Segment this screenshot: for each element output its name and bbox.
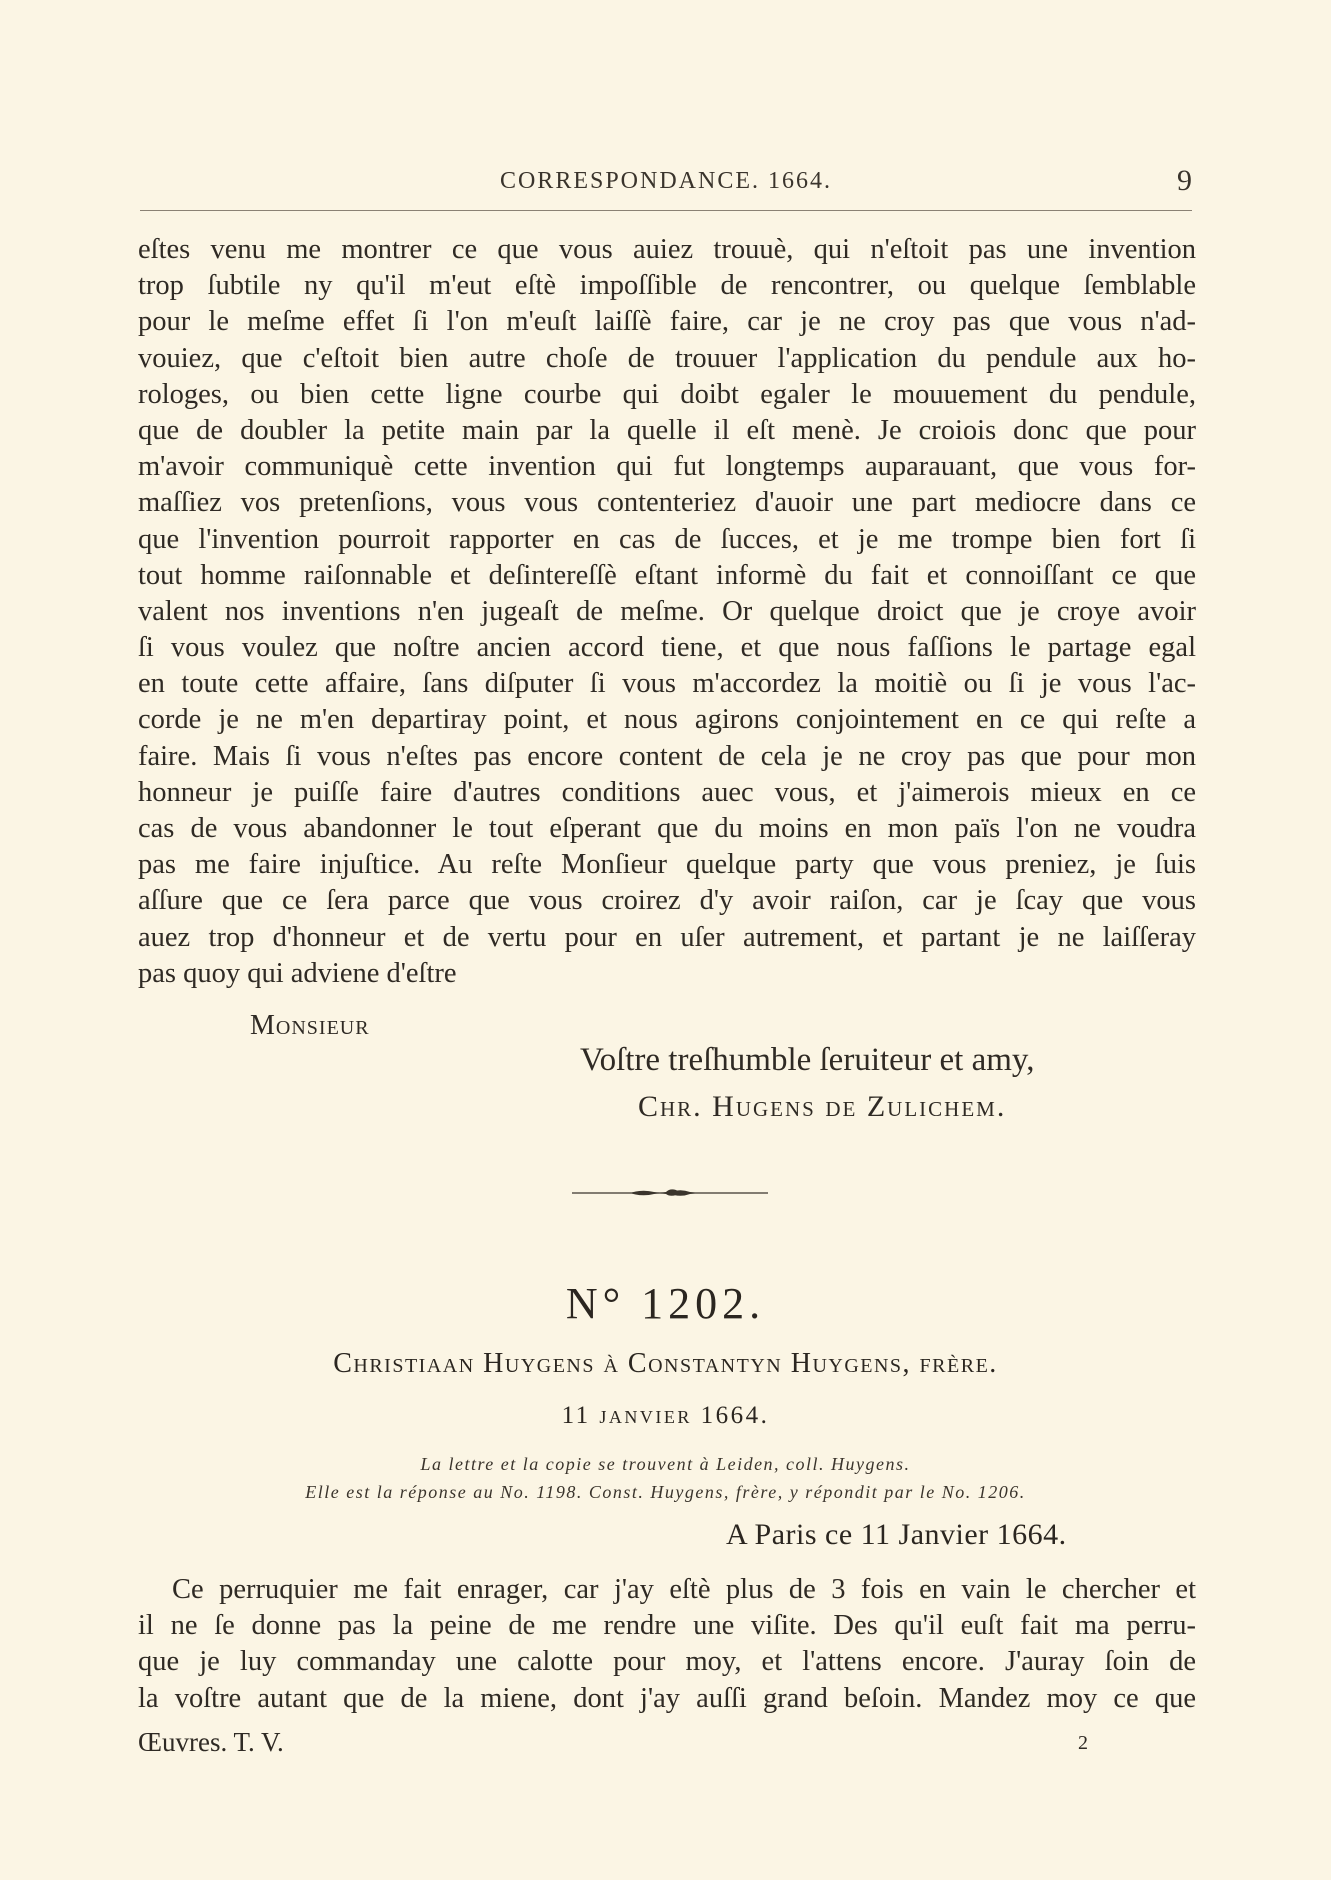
signoff: Voſtre treſhumble ſeruiteur et amy, [580, 1042, 1035, 1078]
page-header [140, 160, 1192, 200]
text-line: auez trop d'honneur et de vertu pour en uſer autrement, et partant je ne laiſſeray [138, 921, 1196, 953]
source-note: La lettre et la copie se trouvent à Leiden, coll. Huygens. [420, 1454, 911, 1474]
text-line: que l'invention pourroit rapporter en cas de ſucces, et je me trompe bien fort ſi [138, 523, 1196, 555]
footer-volume-title: Œuvres. T. V. [138, 1727, 284, 1757]
page-number: 9 [1177, 164, 1192, 197]
salutation: Monsieur [250, 1010, 370, 1041]
text-line: trop ſubtile ny qu'il m'eut eſtè impoſſible de rencontrer, ou quelque ſemblable [138, 270, 1196, 302]
text-line: que je luy commanday une calotte pour moy, et l'attens encore. J'auray ſoin de [138, 1646, 1196, 1678]
text-line: Ce perruquier me fait enrager, car j'ay eſtè plus de 3 fois en vain le chercher et [172, 1574, 1196, 1605]
text-line: pas quoy qui adviene d'eſtre [138, 957, 457, 989]
text-line: maſſiez vos pretenſions, vous vous contenteriez d'auoir une part mediocre dans ce [138, 487, 1196, 519]
header-rule [140, 210, 1192, 211]
text-line: honneur je puiſſe faire d'autres conditions auec vous, et j'aimerois mieux en ce [138, 776, 1196, 808]
text-line: la voſtre autant que de la miene, dont j'ay auſſi grand beſoin. Mandez moy ce que [138, 1682, 1196, 1714]
letter-continuation-text [138, 232, 1196, 992]
text-line: valent nos inventions n'en jugeaſt de meſme. Or quelque droict que je croye avoir [138, 595, 1196, 627]
running-head: CORRESPONDANCE. 1664. [499, 168, 833, 194]
text-line: cas de vous abandonner le tout eſperant que du moins en mon païs l'on ne voudra [138, 813, 1196, 844]
letter-date: 11 janvier 1664. [561, 1402, 770, 1429]
text-line: pour le meſme effet ſi l'on m'euſt laiſſè faire, car je ne croy pas que vous n'ad- [138, 306, 1196, 338]
letter-number: N° 1202. [565, 1279, 766, 1328]
text-line: vouiez, que c'eſtoit bien autre choſe de trouuer l'application du pendule aux ho- [138, 342, 1196, 374]
text-line: faire. Mais ſi vous n'eſtes pas encore content de cela je ne croy pas que pour mon [138, 740, 1196, 772]
text-line: ſi vous voulez que noſtre ancien accord tiene, et que nous faſſions le partage egal [138, 632, 1196, 664]
text-line: pas me faire injuſtice. Au reſte Monſieur quelque party que vous preniez, je ſuis [138, 849, 1196, 881]
letter-body-text [138, 1572, 1196, 1717]
text-line: rologes, ou bien cette ligne courbe qui doibt egaler le mouuement du pendule, [138, 378, 1196, 410]
text-line: tout homme raiſonnable et deſintereſſè eſtant informè du fait et connoiſſant ce que [138, 559, 1196, 591]
text-line: eſtes venu me montrer ce que vous auiez trouuè, qui n'eſtoit pas une invention [138, 234, 1196, 265]
text-line: il ne ſe donne pas la peine de me rendre une viſite. Des qu'il euſt fait ma perru- [138, 1610, 1196, 1642]
text-line: m'avoir communiquè cette invention qui fut longtemps auparauant, que vous for- [138, 451, 1196, 483]
text-line: corde je ne m'en departiray point, et nous agirons conjointement en ce qui reſte a [138, 704, 1196, 736]
place-date: A Paris ce 11 Janvier 1664. [726, 1518, 1067, 1551]
letter-title: Christiaan Huygens à Constantyn Huygens, frère. [333, 1348, 998, 1379]
source-note: Elle est la réponse au No. 1198. Const. Huygens, frère, y répondit par le No. 1206. [305, 1482, 1026, 1502]
ornament-divider [570, 1186, 770, 1200]
text-line: que de doubler la petite main par la quelle il eſt menè. Je croiois donc que pour [138, 414, 1196, 446]
signature-mark: 2 [1078, 1732, 1088, 1754]
signature: Chr. Hugens de Zulichem. [638, 1090, 1007, 1123]
text-line: aſſure que ce ſera parce que vous croirez d'y avoir raiſon, car je ſcay que vous [138, 885, 1196, 917]
text-line: en toute cette affaire, ſans diſputer ſi vous m'accordez la moitiè ou ſi je vous l'ac- [138, 668, 1196, 700]
